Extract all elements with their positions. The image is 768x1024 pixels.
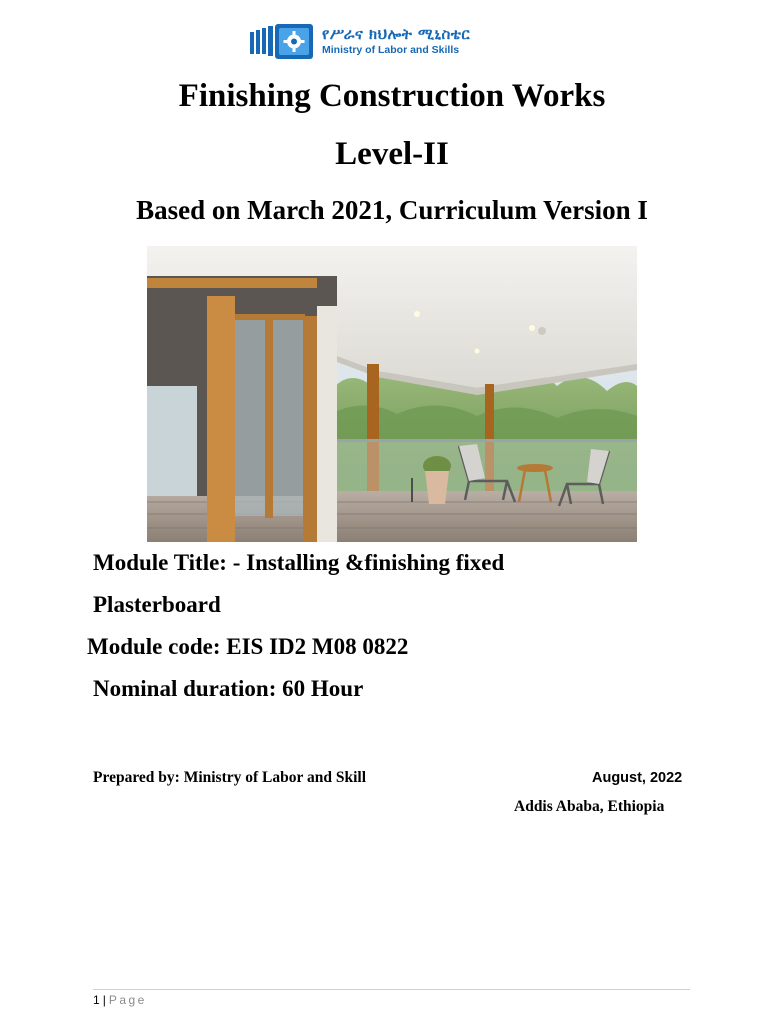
- document-title: Finishing Construction Works: [178, 78, 606, 114]
- page-footer: [93, 993, 147, 1007]
- curriculum-basis: Based on March 2021, Curriculum Version I: [136, 195, 648, 225]
- logo-english-text: Ministry of Labor and Skills: [322, 44, 460, 56]
- footer-divider: [93, 989, 690, 990]
- ministry-emblem-icon: [250, 24, 316, 60]
- ministry-logo: [250, 22, 530, 62]
- publication-place: Addis Ababa, Ethiopia: [514, 798, 665, 815]
- module-code: Module code: EIS ID2 M08 0822: [87, 634, 409, 659]
- logo-amharic-text: የሥራና ክህሎት ሚኒስቴር: [322, 25, 471, 43]
- cover-photo: [147, 246, 637, 542]
- covered-deck-photo-icon: [147, 246, 637, 542]
- module-title-line-1: Module Title: - Installing &finishing fixed: [93, 550, 505, 575]
- module-title-line-2: Plasterboard: [93, 592, 221, 617]
- document-level: Level-II: [335, 136, 449, 172]
- nominal-duration: Nominal duration: 60 Hour: [93, 676, 364, 701]
- footer-separator: |: [102, 993, 106, 1007]
- page-number: 1: [93, 993, 100, 1007]
- publication-date: August, 2022: [592, 770, 683, 786]
- prepared-by: Prepared by: Ministry of Labor and Skill: [93, 769, 367, 786]
- page-label: Page: [108, 993, 147, 1007]
